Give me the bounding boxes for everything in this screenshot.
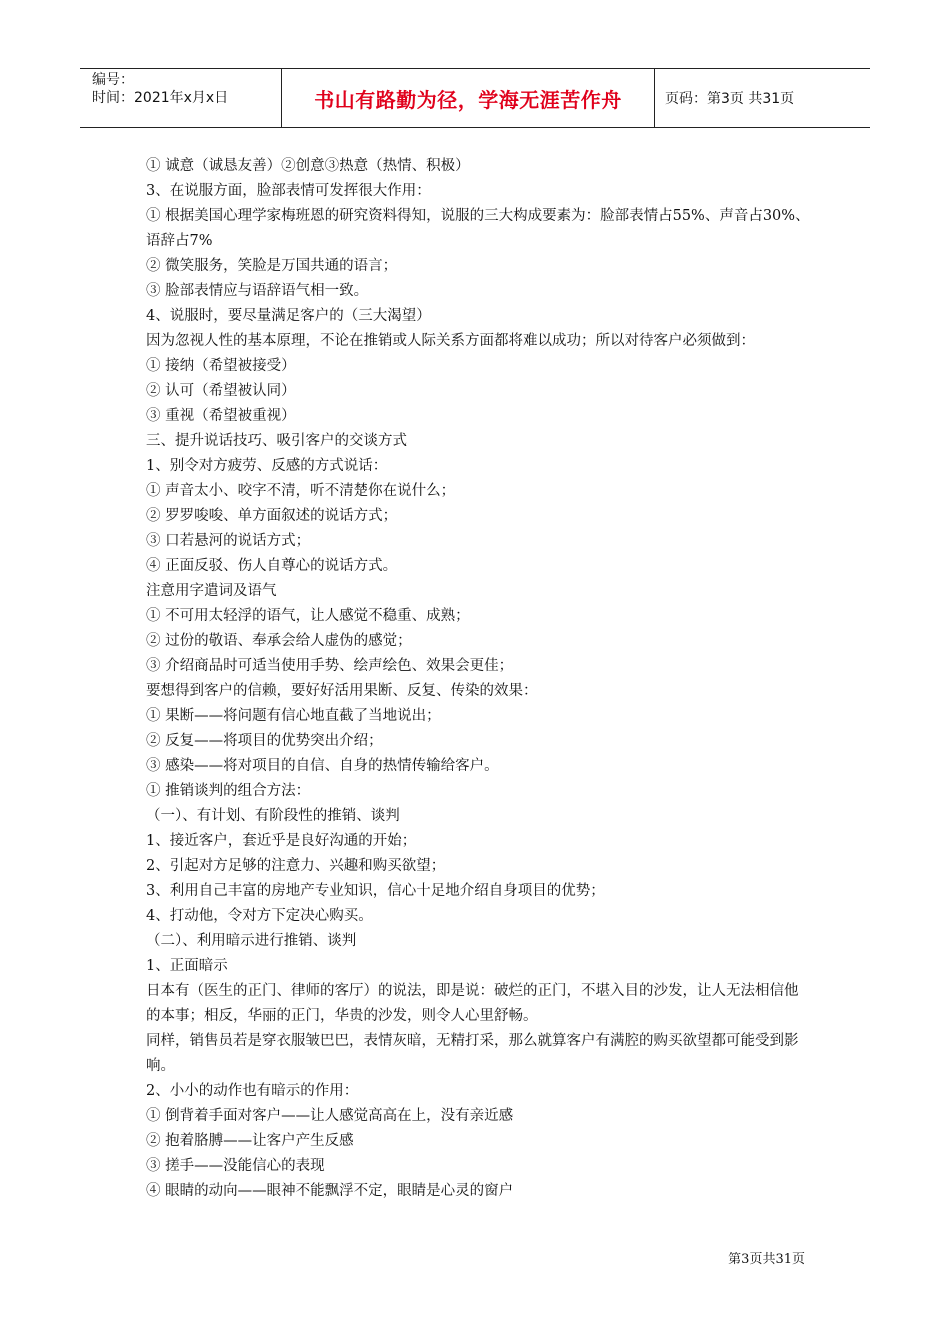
body-line: ④ 正面反驳、伤人自尊心的说话方式。 [146, 558, 398, 574]
header-motto: 书山有路勤为径，学海无涯苦作舟 [282, 69, 655, 127]
body-line: 因为忽视人性的基本原理，不论在推销或人际关系方面都将难以成功；所以对待客户必须做到： [146, 333, 755, 349]
body-line: ① 诚意（诚恳友善）②创意③热意（热情、积极） [146, 158, 470, 174]
body-line: ① 不可用太轻浮的语气，让人感觉不稳重、成熟； [146, 608, 470, 624]
body-line: ② 反复——将项目的优势突出介绍； [146, 733, 383, 749]
body-line: ② 抱着胳膊——让客户产生反感 [146, 1133, 354, 1149]
body-line: 注意用字遣词及语气 [146, 583, 277, 599]
body-line: ③ 介绍商品时可适当使用手势、绘声绘色、效果会更佳； [146, 658, 514, 674]
body-line: 2、引起对方足够的注意力、兴趣和购买欲望； [146, 858, 446, 874]
section-heading: 三、提升说话技巧、吸引客户的交谈方式 [146, 433, 407, 449]
body-line: ③ 搓手——没能信心的表现 [146, 1158, 325, 1174]
page-header [80, 68, 870, 128]
doc-code-label: 编号： [92, 72, 134, 88]
body-line: 2、小小的动作也有暗示的作用： [146, 1083, 359, 1099]
header-page-info: 页码：第3页 共31页 [665, 91, 795, 107]
body-line: 1、别令对方疲劳、反感的方式说话： [146, 458, 388, 474]
body-line: ① 果断——将问题有信心地直截了当地说出； [146, 708, 441, 724]
doc-date: 时间：2021年x月x日 [92, 90, 229, 106]
body-line: ① 接纳（希望被接受） [146, 358, 296, 374]
body-line: ① 倒背着手面对客户——让人感觉高高在上，没有亲近感 [146, 1108, 514, 1124]
body-line: （一）、有计划、有阶段性的推销、谈判 [146, 808, 400, 824]
body-line: ③ 口若悬河的说话方式； [146, 533, 311, 549]
body-line: ① 声音太小、咬字不清，听不清楚你在说什么； [146, 483, 456, 499]
body-line: ① 根据美国心理学家梅班恩的研究资料得知，说服的三大构成要素为：脸部表情占55%、声音占30%、语辞占7% [146, 208, 810, 249]
body-line: ② 微笑服务，笑脸是万国共通的语言； [146, 258, 398, 274]
body-line: 1、接近客户，套近乎是良好沟通的开始； [146, 833, 417, 849]
body-line: ② 过份的敬语、奉承会给人虚伪的感觉； [146, 633, 412, 649]
body-line: ② 认可（希望被认同） [146, 383, 296, 399]
body-line: 3、利用自己丰富的房地产专业知识，信心十足地介绍自身项目的优势； [146, 883, 605, 899]
body-line: 日本有（医生的正门、律师的客厅）的说法，即是说：破烂的正门，不堪入目的沙发，让人无法相信他的本事；相反，华丽的正门，华贵的沙发，则令人心里舒畅。 [146, 983, 799, 1024]
body-line: ④ 眼睛的动向——眼神不能飘浮不定，眼睛是心灵的窗户 [146, 1183, 514, 1199]
body-line: 4、说服时，要尽量满足客户的（三大渴望） [146, 308, 431, 324]
body-line: 要想得到客户的信赖，要好好活用果断、反复、传染的效果： [146, 683, 538, 699]
body-line: ③ 感染——将对项目的自信、自身的热情传输给客户。 [146, 758, 499, 774]
body-line: ① 推销谈判的组合方法： [146, 783, 311, 799]
body-line: （二）、利用暗示进行推销、谈判 [146, 933, 357, 949]
body-line: 同样，销售员若是穿衣服皱巴巴，表情灰暗，无精打采，那么就算客户有满腔的购买欲望都可能受到影响。 [146, 1033, 799, 1074]
body-line: 3、在说服方面，脸部表情可发挥很大作用： [146, 183, 431, 199]
document-body [146, 154, 810, 1204]
body-line: 4、打动他，令对方下定决心购买。 [146, 908, 373, 924]
body-line: ③ 重视（希望被重视） [146, 408, 296, 424]
body-line: ② 罗罗唆唆、单方面叙述的说话方式； [146, 508, 398, 524]
header-meta [80, 69, 282, 127]
body-line: 1、正面暗示 [146, 958, 228, 974]
page-footer: 第3页共31页 [728, 1252, 805, 1267]
body-line: ③ 脸部表情应与语辞语气相一致。 [146, 283, 369, 299]
